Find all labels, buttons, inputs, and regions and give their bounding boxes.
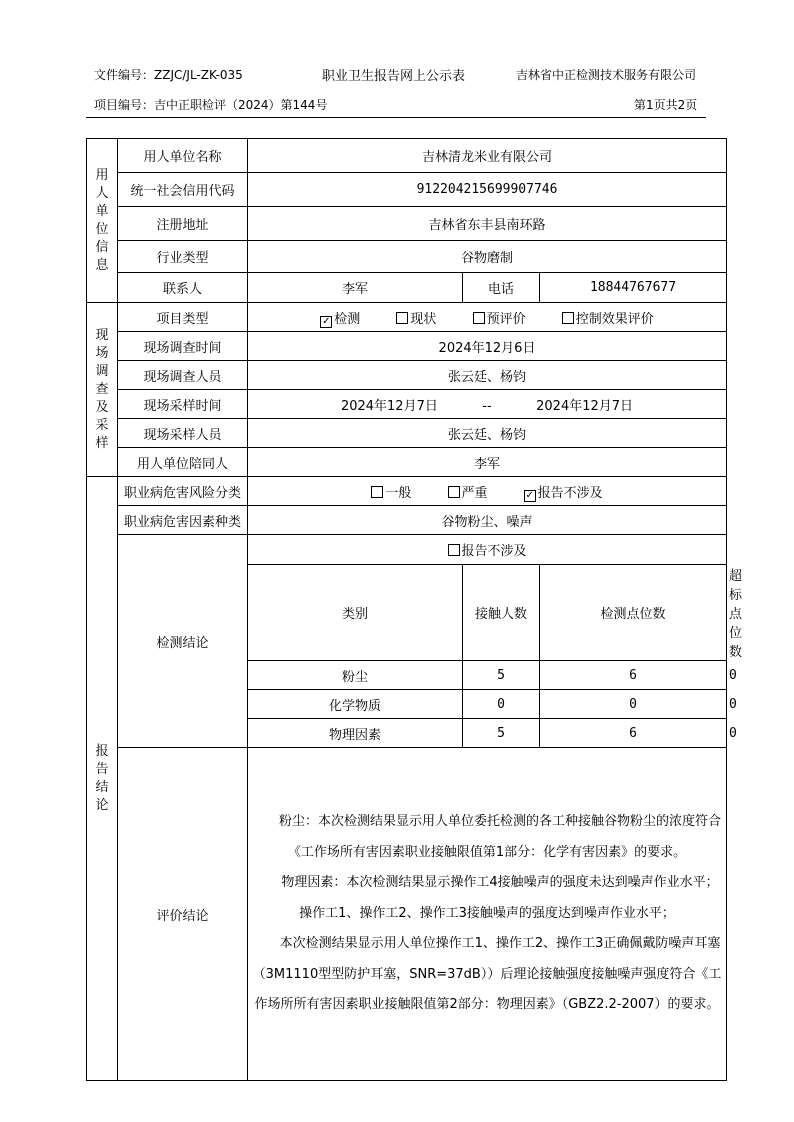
cell-category: 化学物质	[248, 690, 463, 719]
checkbox-empty-icon	[562, 312, 574, 324]
survey-time: 2024年12月6日	[248, 332, 727, 361]
contact-label: 联系人	[118, 273, 248, 303]
sampling-separator: --	[482, 398, 492, 414]
address-row	[87, 207, 727, 241]
checkbox-checked-icon: ✓	[322, 315, 331, 327]
industry: 谷物磨制	[248, 241, 727, 273]
risk-class-row	[87, 477, 727, 506]
page-number: 第1页共2页	[634, 98, 698, 112]
sampling-time	[248, 390, 727, 419]
detection-header-row: 类别 接触人数 检测点位数 超标点位数	[87, 565, 727, 661]
checkbox-checked-icon: ✓	[525, 489, 534, 501]
cell-exposed-count: 0	[463, 690, 540, 719]
survey-staff-row	[87, 361, 727, 390]
evaluation-conclusion-label: 评价结论	[118, 748, 248, 1081]
header-category: 类别	[248, 565, 463, 661]
option-status: 现状	[396, 308, 436, 327]
sampling-staff: 张云廷、杨钧	[248, 419, 727, 448]
project-number: 项目编号：吉中正职检评（2024）第144号	[94, 98, 328, 112]
sampling-start: 2024年12月7日	[340, 398, 438, 414]
hazard-factors-row	[87, 506, 727, 535]
file-number: 文件编号：ZZJC/JL-ZK-035	[94, 68, 243, 82]
header-divider	[86, 117, 706, 118]
option-detection: ✓ 检测	[322, 311, 361, 327]
checkbox-empty-icon	[448, 544, 460, 556]
survey-time-label: 现场调查时间	[118, 332, 248, 361]
table-row: 化学物质 0 0 0	[87, 690, 727, 719]
contact-row	[87, 273, 727, 303]
disclosure-table	[86, 138, 743, 1081]
header-exposed-count: 接触人数	[463, 565, 540, 661]
detection-conclusion-label: 检测结论	[118, 535, 248, 748]
option-not-applicable: ✓ 报告不涉及	[525, 485, 603, 501]
header-test-points: 检测点位数	[540, 565, 727, 661]
escort-label: 用人单位陪同人	[118, 448, 248, 477]
credit-code: 912204215699907746	[248, 173, 727, 207]
escort-row	[87, 448, 727, 477]
phone-number: 18844767677	[540, 273, 727, 303]
table-row: 粉尘 5 6 0	[87, 661, 727, 690]
survey-staff-label: 现场调查人员	[118, 361, 248, 390]
sampling-staff-label: 现场采样人员	[118, 419, 248, 448]
employer-name-label: 用人单位名称	[118, 139, 248, 173]
table-row: 物理因素 5 6 0	[87, 719, 727, 748]
option-severe: 严重	[448, 482, 488, 501]
escort: 李军	[248, 448, 727, 477]
employer-name: 吉林清龙米业有限公司	[248, 139, 727, 173]
option-control-effect: 控制效果评价	[562, 308, 654, 327]
section-report-conclusion: 报 告 结 论	[87, 477, 118, 1081]
employer-name-row	[87, 139, 727, 173]
cell-category: 物理因素	[248, 719, 463, 748]
cell-exposed-count: 5	[463, 661, 540, 690]
address-label: 注册地址	[118, 207, 248, 241]
option-general: 一般	[371, 482, 411, 501]
phone-label: 电话	[463, 273, 540, 303]
document-title: 职业卫生报告网上公示表	[322, 69, 466, 84]
evaluation-paragraph-dust: 粉尘：本次检测结果显示用人单位委托检测的各工种接触谷物粉尘的浓度符合《工作场所有害因素职业接触限值第1部分：化学有害因素》的要求。	[279, 814, 722, 860]
risk-class-options	[248, 477, 727, 506]
sampling-time-label: 现场采样时间	[118, 390, 248, 419]
credit-code-row	[87, 173, 727, 207]
evaluation-paragraph-physical: 物理因素：本次检测结果显示操作工4接触噪声的强度未达到噪声作业水平；操作工1、操作工2、操作工3接触噪声的强度达到噪声作业水平；	[281, 875, 719, 921]
company-name: 吉林省中正检测技术服务有限公司	[516, 68, 697, 82]
project-type-row	[87, 303, 727, 332]
sampling-time-row	[87, 390, 727, 419]
section-site-survey: 现 场 调 查 及 采 样	[87, 303, 118, 477]
section-employer-info: 用 人 单 位 信 息	[87, 139, 118, 303]
cell-test-points: 0	[540, 690, 727, 719]
checkbox-empty-icon	[473, 312, 485, 324]
evaluation-paragraph-protection: 本次检测结果显示用人单位操作工1、操作工2、操作工3正确佩戴防噪声耳塞（3M1110型型防护耳塞，SNR=37dB））后理论接触强度接触噪声强度符合《工作场所所有害因素职业接触限值第2部分：物理因素》（GBZ2.2-2007）的要求。	[252, 936, 722, 1013]
cell-exposed-count: 5	[463, 719, 540, 748]
project-type-label: 项目类型	[118, 303, 248, 332]
cell-test-points: 6	[540, 719, 727, 748]
checkbox-empty-icon	[371, 486, 383, 498]
survey-time-row	[87, 332, 727, 361]
sampling-staff-row	[87, 419, 727, 448]
project-type-options	[248, 303, 727, 332]
detection-na-row	[87, 535, 727, 565]
detection-not-applicable: 报告不涉及	[248, 535, 727, 565]
survey-staff: 张云廷、杨钧	[248, 361, 727, 390]
checkbox-empty-icon	[396, 312, 408, 324]
industry-label: 行业类型	[118, 241, 248, 273]
contact-person: 李军	[248, 273, 463, 303]
hazard-factors: 谷物粉尘、噪声	[248, 506, 727, 535]
checkbox-empty-icon	[448, 486, 460, 498]
cell-test-points: 6	[540, 661, 727, 690]
hazard-factors-label: 职业病危害因素种类	[118, 506, 248, 535]
evaluation-conclusion-text	[248, 748, 727, 1081]
risk-class-label: 职业病危害风险分类	[118, 477, 248, 506]
sampling-end: 2024年12月7日	[536, 398, 634, 414]
cell-category: 粉尘	[248, 661, 463, 690]
address: 吉林省东丰县南环路	[248, 207, 727, 241]
industry-row	[87, 241, 727, 273]
credit-code-label: 统一社会信用代码	[118, 173, 248, 207]
evaluation-row	[87, 748, 727, 1081]
option-pre-evaluation: 预评价	[473, 308, 526, 327]
